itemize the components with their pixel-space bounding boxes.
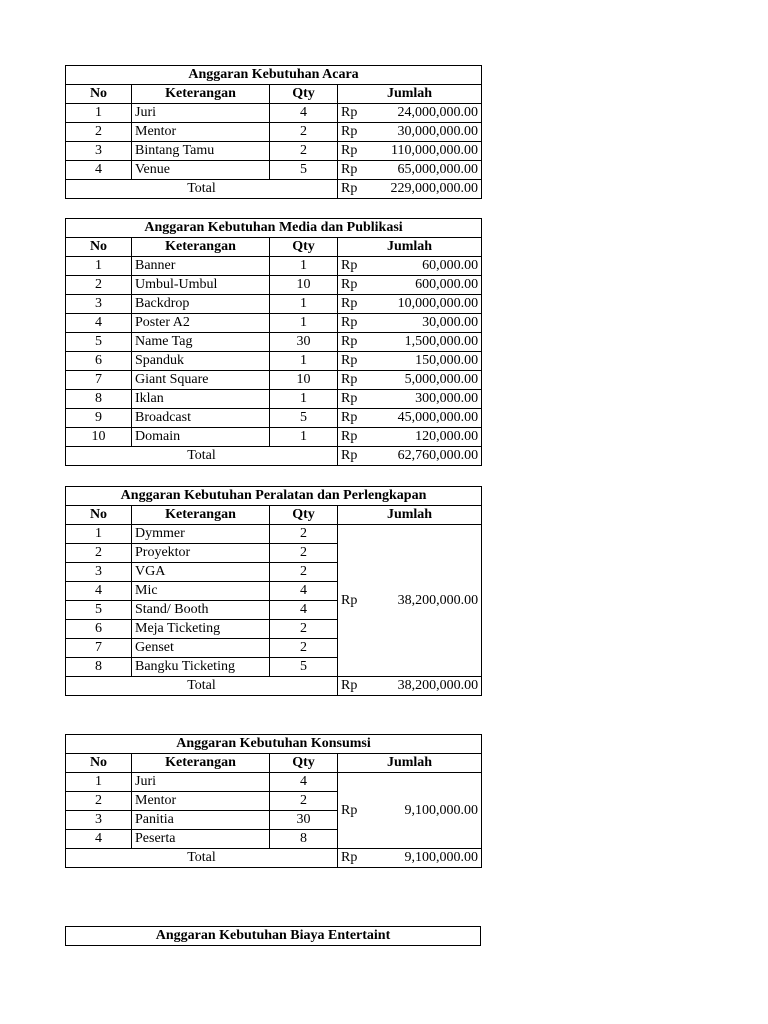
currency-label: Rp (338, 428, 368, 447)
row-qty: 2 (270, 142, 338, 161)
row-amount: 300,000.00 (368, 390, 482, 409)
row-no: 1 (66, 257, 132, 276)
table-row (66, 773, 482, 792)
row-keterangan: Peserta (132, 830, 270, 849)
row-no: 4 (66, 582, 132, 601)
row-keterangan: Venue (132, 161, 270, 180)
row-qty: 2 (270, 525, 338, 544)
row-qty: 1 (270, 390, 338, 409)
total-amount: 62,760,000.00 (368, 447, 482, 466)
currency-label: Rp (338, 352, 368, 371)
currency-label: Rp (338, 104, 368, 123)
table-row (66, 295, 482, 314)
currency-label: Rp (338, 276, 368, 295)
table-peralatan-title: Anggaran Kebutuhan Peralatan dan Perlengkapan (66, 487, 482, 506)
row-keterangan: Bangku Ticketing (132, 658, 270, 677)
row-qty: 4 (270, 773, 338, 792)
col-keterangan: Keterangan (132, 754, 270, 773)
row-qty: 2 (270, 620, 338, 639)
table-row (66, 142, 482, 161)
table-row (66, 352, 482, 371)
row-qty: 10 (270, 371, 338, 390)
table-row (66, 428, 482, 447)
table-konsumsi-body (66, 773, 482, 849)
table-row (66, 409, 482, 428)
row-qty: 2 (270, 792, 338, 811)
row-qty: 1 (270, 295, 338, 314)
row-amount: 10,000,000.00 (368, 295, 482, 314)
row-no: 8 (66, 390, 132, 409)
total-amount: 38,200,000.00 (368, 677, 482, 696)
row-keterangan: Proyektor (132, 544, 270, 563)
currency-label: Rp (338, 677, 368, 696)
row-qty: 1 (270, 352, 338, 371)
row-no: 6 (66, 620, 132, 639)
col-jumlah: Jumlah (338, 506, 482, 525)
row-no: 1 (66, 773, 132, 792)
col-qty: Qty (270, 238, 338, 257)
row-amount: 30,000,000.00 (368, 123, 482, 142)
row-no: 3 (66, 142, 132, 161)
col-jumlah: Jumlah (338, 238, 482, 257)
row-no: 2 (66, 792, 132, 811)
row-no: 5 (66, 333, 132, 352)
merged-amount: 9,100,000.00 (368, 773, 482, 849)
row-keterangan: Spanduk (132, 352, 270, 371)
currency-label: Rp (338, 371, 368, 390)
row-no: 2 (66, 276, 132, 295)
table-entertaint-title: Anggaran Kebutuhan Biaya Entertaint (66, 927, 481, 946)
row-keterangan: Umbul-Umbul (132, 276, 270, 295)
row-keterangan: Mentor (132, 123, 270, 142)
col-keterangan: Keterangan (132, 85, 270, 104)
col-no: No (66, 754, 132, 773)
row-keterangan: Backdrop (132, 295, 270, 314)
table-konsumsi-total-row (66, 849, 482, 868)
table-entertaint (65, 926, 481, 946)
total-label: Total (66, 849, 338, 868)
row-amount: 30,000.00 (368, 314, 482, 333)
table-row (66, 390, 482, 409)
row-keterangan: VGA (132, 563, 270, 582)
table-acara-title: Anggaran Kebutuhan Acara (66, 66, 482, 85)
currency-label: Rp (338, 142, 368, 161)
table-row (66, 161, 482, 180)
row-amount: 65,000,000.00 (368, 161, 482, 180)
row-qty: 1 (270, 257, 338, 276)
row-no: 3 (66, 811, 132, 830)
col-jumlah: Jumlah (338, 754, 482, 773)
row-qty: 2 (270, 123, 338, 142)
total-label: Total (66, 677, 338, 696)
table-peralatan-total-row (66, 677, 482, 696)
row-amount: 1,500,000.00 (368, 333, 482, 352)
row-amount: 45,000,000.00 (368, 409, 482, 428)
total-amount: 9,100,000.00 (368, 849, 482, 868)
currency-label: Rp (338, 295, 368, 314)
table-acara-body (66, 104, 482, 180)
row-keterangan: Iklan (132, 390, 270, 409)
row-no: 4 (66, 314, 132, 333)
row-no: 10 (66, 428, 132, 447)
row-qty: 4 (270, 104, 338, 123)
table-media (65, 218, 482, 466)
row-amount: 600,000.00 (368, 276, 482, 295)
currency-label: Rp (338, 390, 368, 409)
row-no: 3 (66, 295, 132, 314)
col-keterangan: Keterangan (132, 506, 270, 525)
currency-label: Rp (338, 123, 368, 142)
row-qty: 4 (270, 582, 338, 601)
row-qty: 1 (270, 428, 338, 447)
col-jumlah: Jumlah (338, 85, 482, 104)
table-row (66, 276, 482, 295)
col-no: No (66, 506, 132, 525)
row-no: 3 (66, 563, 132, 582)
table-row (66, 123, 482, 142)
currency-label: Rp (338, 314, 368, 333)
row-keterangan: Giant Square (132, 371, 270, 390)
row-no: 7 (66, 639, 132, 658)
table-row (66, 333, 482, 352)
currency-label: Rp (338, 161, 368, 180)
table-peralatan-body (66, 525, 482, 677)
row-no: 8 (66, 658, 132, 677)
row-qty: 5 (270, 161, 338, 180)
row-no: 6 (66, 352, 132, 371)
table-media-body (66, 257, 482, 447)
row-qty: 5 (270, 658, 338, 677)
table-row (66, 371, 482, 390)
row-no: 4 (66, 161, 132, 180)
table-acara (65, 65, 482, 199)
row-keterangan: Bintang Tamu (132, 142, 270, 161)
total-label: Total (66, 447, 338, 466)
col-qty: Qty (270, 506, 338, 525)
row-keterangan: Name Tag (132, 333, 270, 352)
currency-label: Rp (338, 257, 368, 276)
currency-label: Rp (338, 447, 368, 466)
table-konsumsi (65, 734, 482, 868)
table-media-title: Anggaran Kebutuhan Media dan Publikasi (66, 219, 482, 238)
currency-label: Rp (338, 773, 368, 849)
col-no: No (66, 238, 132, 257)
col-no: No (66, 85, 132, 104)
row-qty: 2 (270, 563, 338, 582)
row-amount: 24,000,000.00 (368, 104, 482, 123)
row-keterangan: Banner (132, 257, 270, 276)
row-keterangan: Stand/ Booth (132, 601, 270, 620)
table-konsumsi-title: Anggaran Kebutuhan Konsumsi (66, 735, 482, 754)
row-keterangan: Domain (132, 428, 270, 447)
table-media-total-row (66, 447, 482, 466)
currency-label: Rp (338, 180, 368, 199)
row-keterangan: Poster A2 (132, 314, 270, 333)
row-qty: 30 (270, 333, 338, 352)
row-no: 1 (66, 104, 132, 123)
row-keterangan: Juri (132, 773, 270, 792)
col-qty: Qty (270, 85, 338, 104)
row-amount: 110,000,000.00 (368, 142, 482, 161)
currency-label: Rp (338, 849, 368, 868)
row-qty: 8 (270, 830, 338, 849)
row-keterangan: Meja Ticketing (132, 620, 270, 639)
row-amount: 150,000.00 (368, 352, 482, 371)
row-amount: 60,000.00 (368, 257, 482, 276)
row-amount: 5,000,000.00 (368, 371, 482, 390)
row-keterangan: Panitia (132, 811, 270, 830)
row-qty: 2 (270, 639, 338, 658)
row-qty: 1 (270, 314, 338, 333)
row-qty: 10 (270, 276, 338, 295)
row-qty: 5 (270, 409, 338, 428)
row-qty: 2 (270, 544, 338, 563)
row-no: 7 (66, 371, 132, 390)
currency-label: Rp (338, 525, 368, 677)
table-peralatan (65, 486, 482, 696)
row-keterangan: Mentor (132, 792, 270, 811)
row-no: 4 (66, 830, 132, 849)
currency-label: Rp (338, 409, 368, 428)
table-row (66, 104, 482, 123)
row-keterangan: Broadcast (132, 409, 270, 428)
col-qty: Qty (270, 754, 338, 773)
total-amount: 229,000,000.00 (368, 180, 482, 199)
total-label: Total (66, 180, 338, 199)
row-keterangan: Juri (132, 104, 270, 123)
table-row (66, 314, 482, 333)
row-keterangan: Genset (132, 639, 270, 658)
row-no: 9 (66, 409, 132, 428)
row-no: 5 (66, 601, 132, 620)
row-no: 1 (66, 525, 132, 544)
col-keterangan: Keterangan (132, 238, 270, 257)
row-keterangan: Mic (132, 582, 270, 601)
table-acara-total-row (66, 180, 482, 199)
row-keterangan: Dymmer (132, 525, 270, 544)
currency-label: Rp (338, 333, 368, 352)
row-qty: 30 (270, 811, 338, 830)
table-row (66, 525, 482, 544)
row-no: 2 (66, 544, 132, 563)
merged-amount: 38,200,000.00 (368, 525, 482, 677)
row-qty: 4 (270, 601, 338, 620)
table-row (66, 257, 482, 276)
row-no: 2 (66, 123, 132, 142)
row-amount: 120,000.00 (368, 428, 482, 447)
